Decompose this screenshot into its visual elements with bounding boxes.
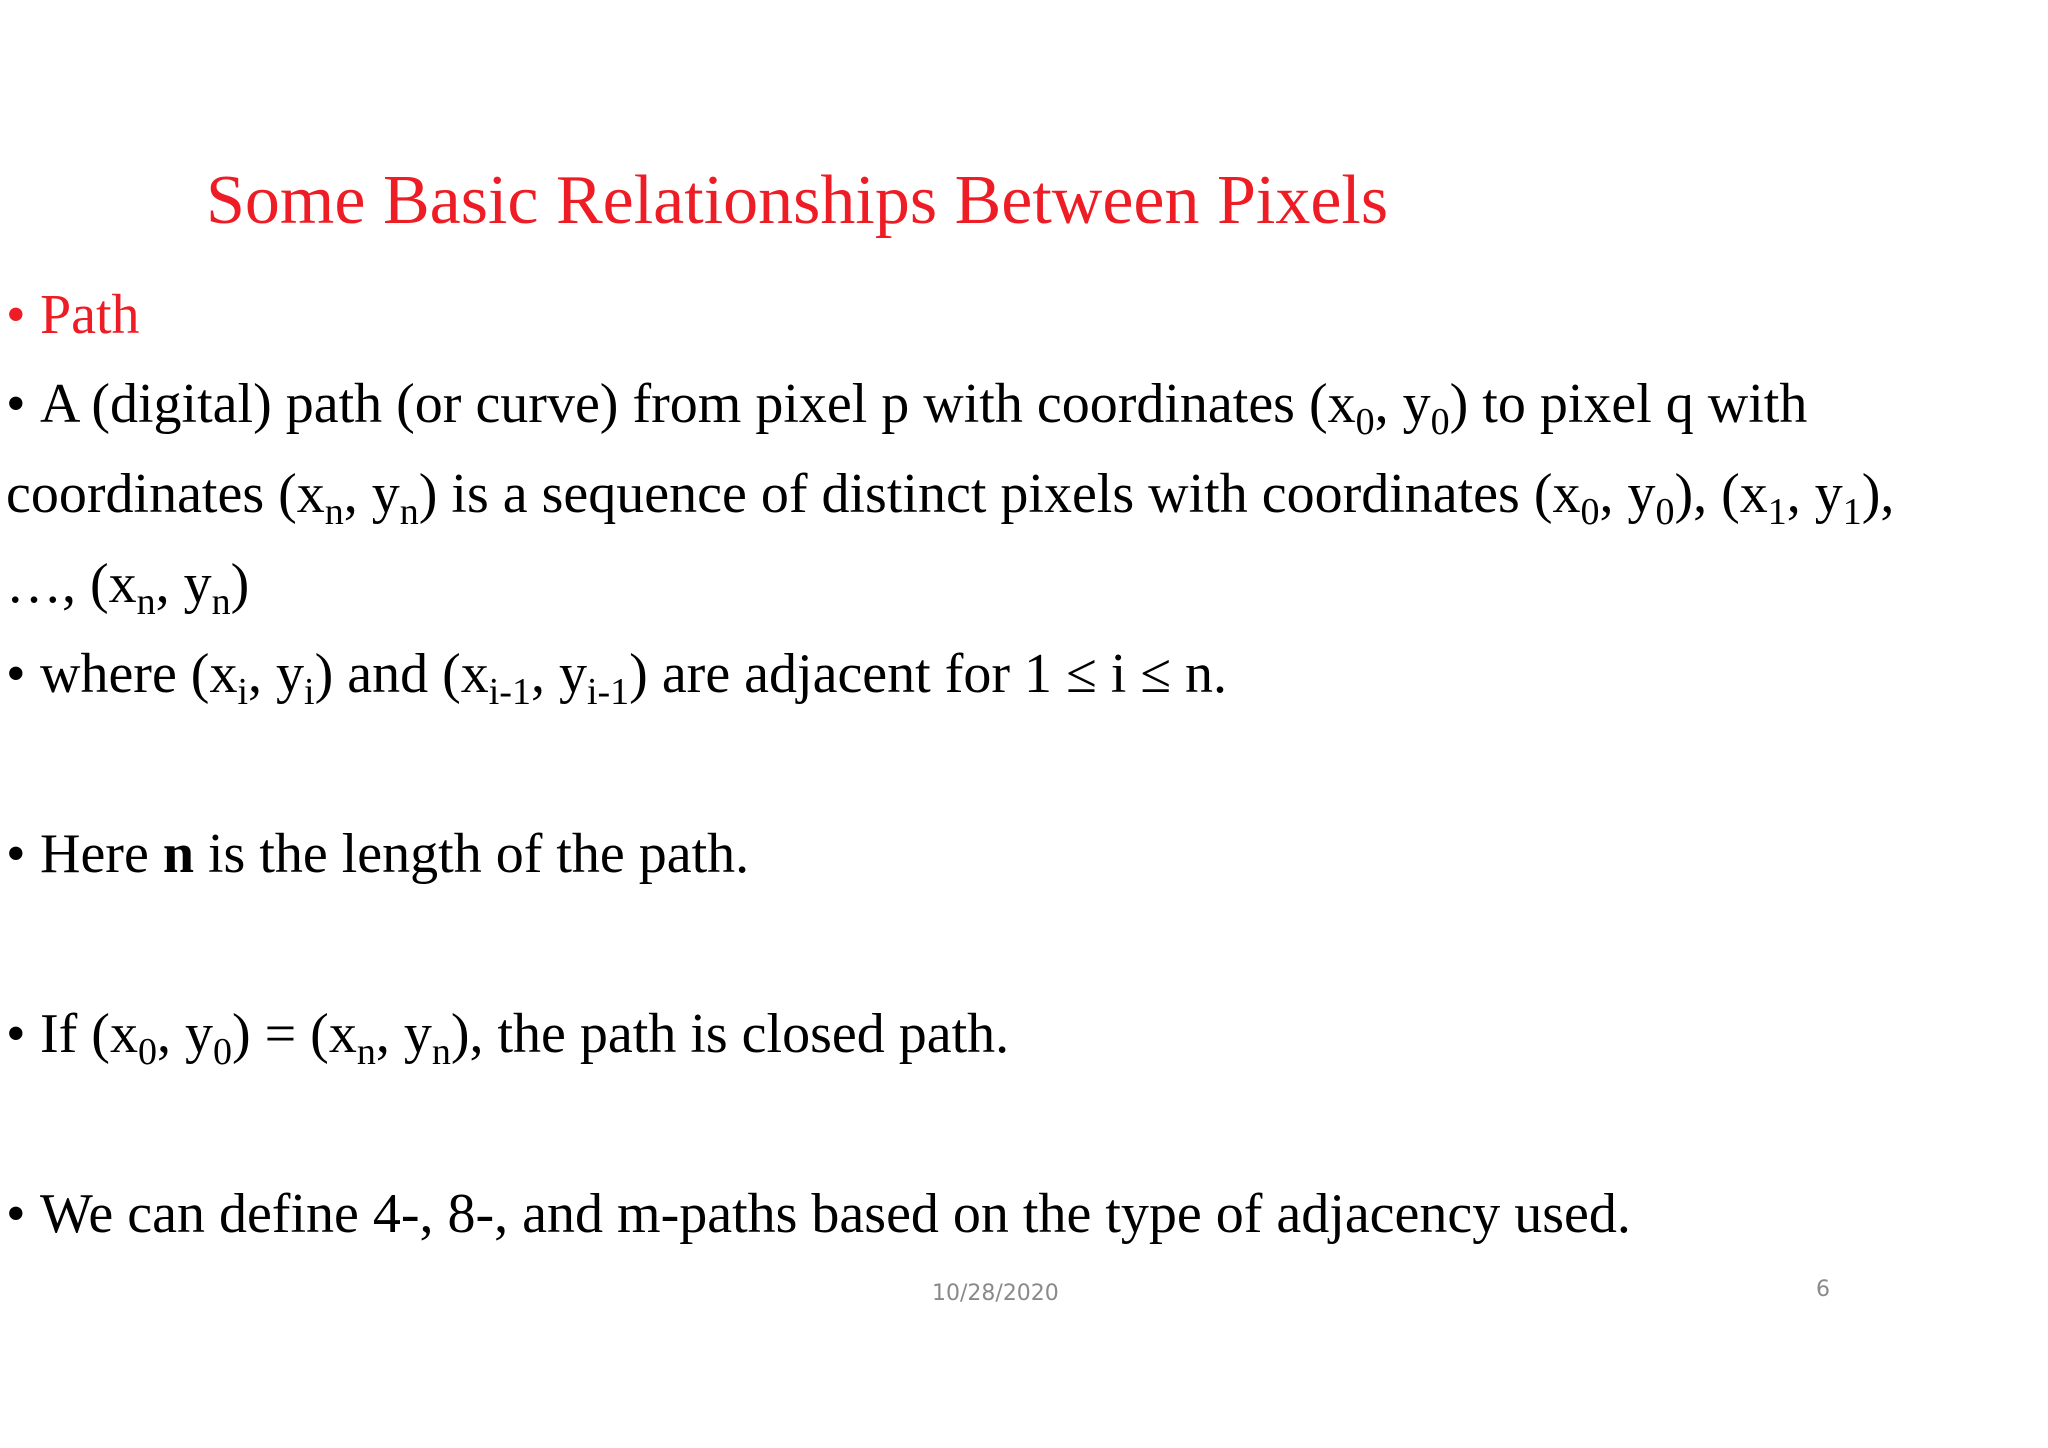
footer-page-number: 6 bbox=[1816, 1277, 1830, 1302]
subscript: i-1 bbox=[488, 671, 531, 713]
subscript: n bbox=[324, 491, 344, 533]
subscript: 0 bbox=[137, 1031, 157, 1073]
subscript: i bbox=[237, 671, 249, 713]
subscript: 0 bbox=[1355, 401, 1375, 443]
adjacency-text-b: , y bbox=[248, 643, 305, 705]
definition-text-2g: ), bbox=[1861, 463, 1895, 525]
bullet-adjacency bbox=[6, 642, 1228, 713]
bullet-marker: • bbox=[6, 1183, 26, 1245]
definition-text-3b: , y bbox=[155, 553, 212, 615]
bullet-marker: • bbox=[6, 284, 26, 346]
subscript: i-1 bbox=[586, 671, 630, 713]
definition-text-2b: , y bbox=[343, 463, 400, 525]
adjacency-text-e: ) are adjacent for 1 ≤ i ≤ n. bbox=[629, 643, 1228, 705]
subscript: n bbox=[431, 1031, 451, 1073]
closed-text-b: , y bbox=[156, 1003, 213, 1065]
subscript: n bbox=[356, 1031, 376, 1073]
definition-text-2e: ), (x bbox=[1674, 463, 1768, 525]
bullet-marker: • bbox=[6, 643, 26, 705]
path-heading-text: Path bbox=[40, 284, 140, 346]
subscript: 0 bbox=[1430, 401, 1450, 443]
definition-text-1b: , y bbox=[1374, 373, 1431, 435]
subscript: n bbox=[136, 581, 156, 623]
closed-text-a: If (x bbox=[40, 1003, 138, 1065]
bullet-definition bbox=[6, 372, 1808, 443]
definition-text-2c: ) is a sequence of distinct pixels with coordinates (x bbox=[418, 463, 1581, 525]
length-text-a: Here bbox=[40, 823, 163, 885]
closed-text-d: , y bbox=[375, 1003, 432, 1065]
subscript: 1 bbox=[1767, 491, 1787, 533]
subscript: n bbox=[399, 491, 419, 533]
subscript: i bbox=[304, 671, 315, 713]
adjacency-text-a: where (x bbox=[40, 643, 238, 705]
bullet-path-heading bbox=[6, 283, 140, 347]
bullet-closed-path bbox=[6, 1002, 1010, 1073]
bullet-marker: • bbox=[6, 373, 26, 435]
definition-continuation-2 bbox=[6, 552, 250, 623]
definition-text-3c: ) bbox=[230, 553, 250, 615]
bullet-marker: • bbox=[6, 1003, 26, 1065]
path-types-text: We can define 4-, 8-, and m-paths based on the type of adjacency used. bbox=[40, 1183, 1631, 1245]
definition-continuation-1 bbox=[6, 462, 1895, 533]
closed-text-e: ), the path is closed path. bbox=[450, 1003, 1010, 1065]
definition-text-1c: ) to pixel q with bbox=[1449, 373, 1808, 435]
bullet-marker: • bbox=[6, 823, 26, 885]
definition-text-2f: , y bbox=[1786, 463, 1843, 525]
bullet-path-types bbox=[6, 1182, 1631, 1246]
definition-text-1a: A (digital) path (or curve) from pixel p with coordinates (x bbox=[40, 373, 1356, 435]
definition-text-2a: coordinates (x bbox=[6, 463, 325, 525]
subscript: 0 bbox=[1655, 491, 1675, 533]
subscript: 0 bbox=[1580, 491, 1600, 533]
length-text-b: is the length of the path. bbox=[193, 823, 750, 885]
closed-text-c: ) = (x bbox=[231, 1003, 357, 1065]
slide-title: Some Basic Relationships Between Pixels bbox=[206, 162, 1389, 239]
subscript: 0 bbox=[212, 1031, 232, 1073]
adjacency-text-c: ) and (x bbox=[314, 643, 489, 705]
definition-text-2d: , y bbox=[1599, 463, 1656, 525]
length-variable: n bbox=[162, 823, 194, 885]
subscript: 1 bbox=[1842, 491, 1862, 533]
bullet-length bbox=[6, 822, 749, 886]
definition-text-3a: …, (x bbox=[6, 553, 137, 615]
adjacency-text-d: , y bbox=[530, 643, 587, 705]
footer-date: 10/28/2020 bbox=[932, 1281, 1059, 1306]
subscript: n bbox=[211, 581, 231, 623]
